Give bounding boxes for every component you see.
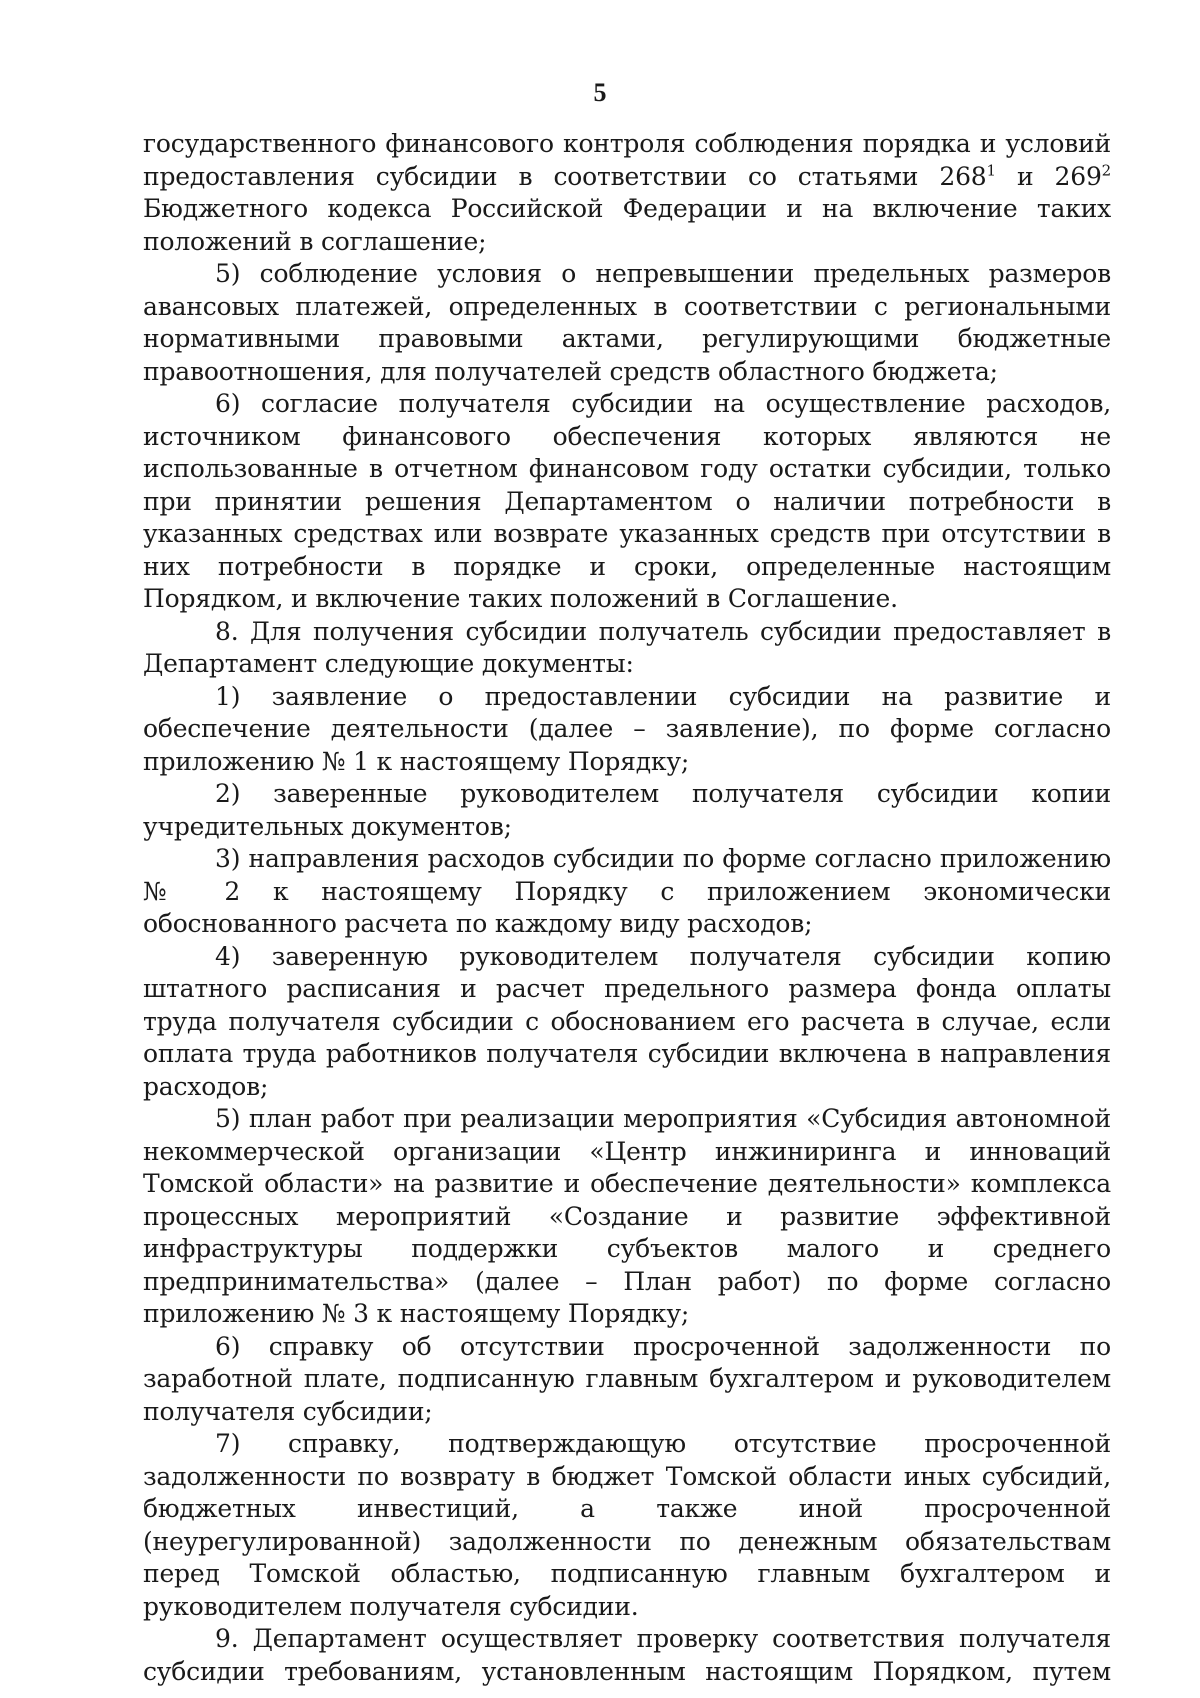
superscript-1: 1 [986, 161, 996, 180]
paragraph-state-control [143, 128, 1111, 258]
paragraph-section-8: 8. Для получения субсидии получатель субсидии предоставляет в Департамент следующие документы: [143, 616, 1111, 678]
paragraph-text-before: государственного финансового контроля соблюдения порядка и условий предоставления субсидии в соответствии со статьями 268 [143, 129, 1111, 191]
paragraph-doc-4: 4) заверенную руководителем получателя субсидии копию штатного расписания и расчет предельного размера фонда оплаты труда получателя субсидии с обоснованием его расчета в случае, если оплата труда работников получателя субсидии включена в направления расходов; [143, 941, 1111, 1101]
paragraph-doc-5: 5) план работ при реализации мероприятия «Субсидия автономной некоммерческой организации «Центр инжиниринга и инноваций Томской области» на развитие и обеспечение деятельности» комплекса процессных мероприятий «Создание и развитие эффективной инфраструктуры поддержки субъектов малого и среднего предпринимательства» (далее – План работ) по форме согласно приложению № 3 к настоящему Порядку; [143, 1104, 1111, 1328]
paragraph-item-6: 6) согласие получателя субсидии на осуществление расходов, источником финансового обеспечения которых являются не использованные в отчетном финансовом году остатки субсидии, только при принятии решения Департаментом о наличии потребности в указанных средствах или возврате указанных средств при отсутствии в них потребности в порядке и сроки, определенные настоящим Порядком, и включение таких положений в Соглашение. [143, 389, 1111, 613]
paragraph-doc-3: 3) направления расходов субсидии по форме согласно приложению № 2 к настоящему Порядку с приложением экономически обоснованного расчета по каждому виду расходов; [143, 844, 1111, 938]
paragraph-doc-7: 7) справку, подтверждающую отсутствие просроченной задолженности по возврату в бюджет Томской области иных субсидий, бюджетных инвестиций, а также иной просроченной (неурегулированной) задолженности по денежным обязательствам перед Томской областью, подписанную главным бухгалтером и руководителем получателя субсидии. [143, 1429, 1111, 1621]
paragraph-text-after: Бюджетного кодекса Российской Федерации и на включение таких положений в соглашение; [143, 194, 1111, 256]
document-body [143, 128, 1111, 1688]
paragraph-text-middle: и 269 [995, 161, 1102, 191]
page-number: 5 [593, 78, 607, 107]
paragraph-item-5: 5) соблюдение условия о непревышении предельных размеров авансовых платежей, определенных в соответствии с региональными нормативными правовыми актами, регулирующими бюджетные правоотношения, для получателей средств областного бюджета; [143, 259, 1111, 386]
paragraph-doc-6: 6) справку об отсутствии просроченной задолженности по заработной плате, подписанную главным бухгалтером и руководителем получателя субсидии; [143, 1331, 1111, 1426]
superscript-2: 2 [1101, 161, 1111, 180]
paragraph-doc-2: 2) заверенные руководителем получателя субсидии копии учредительных документов; [143, 779, 1111, 841]
paragraph-section-9: 9. Департамент осуществляет проверку соответствия получателя субсидии требованиям, установленным настоящим Порядком, путем [143, 1624, 1111, 1686]
paragraph-doc-1: 1) заявление о предоставлении субсидии на развитие и обеспечение деятельности (далее – заявление), по форме согласно приложению № 1 к настоящему Порядку; [143, 681, 1111, 776]
